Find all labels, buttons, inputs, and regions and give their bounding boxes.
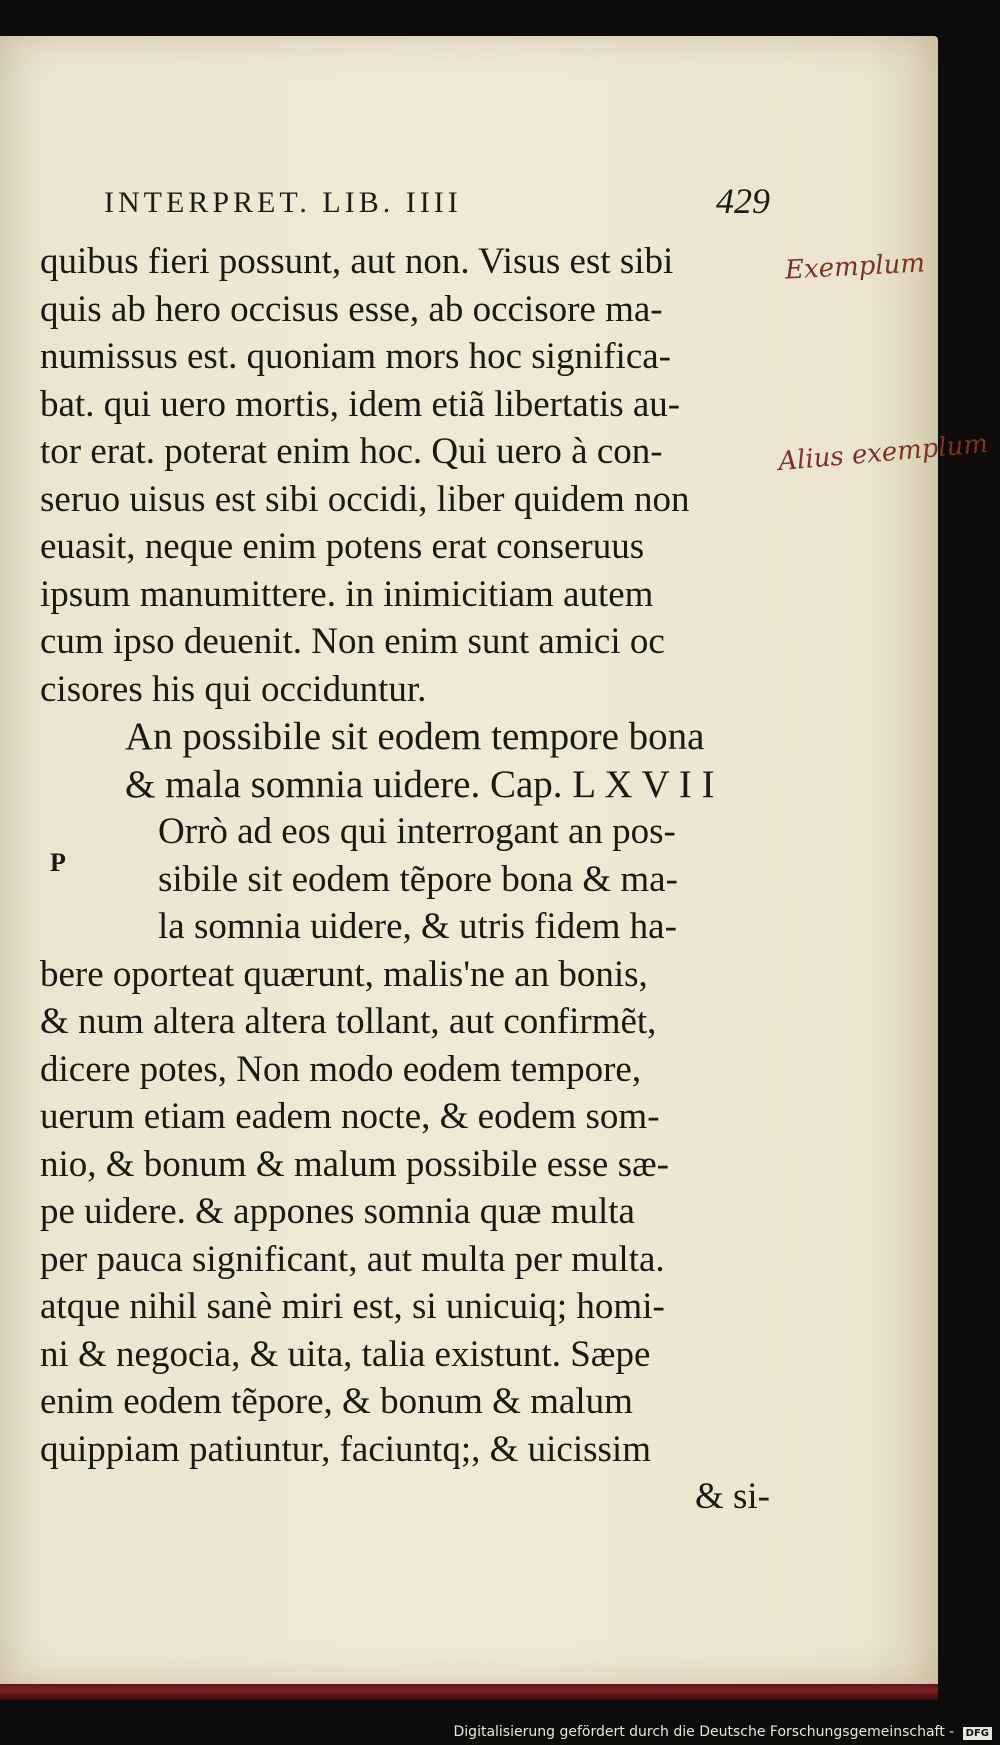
text-line: atque nihil sanè miri est, si unicuiq; homi- (40, 1286, 665, 1327)
marginal-note-2: Alius exemplum (777, 428, 990, 478)
text-line: & num altera altera tollant, aut confirmẽt, (40, 1001, 657, 1042)
page-number: 429 (716, 181, 770, 221)
text-line: tor erat. poterat enim hoc. Qui uero à con- (40, 431, 663, 472)
text-line: quibus fieri possunt, aut non. Visus est sibi (40, 241, 674, 282)
dfg-logo: DFG (963, 1727, 992, 1740)
text-line-indented: Orrò ad eos qui interrogant an pos- (158, 811, 676, 852)
digitization-credit (454, 1724, 992, 1740)
page-bottom-edge (0, 1684, 938, 1700)
text-line: nio, & bonum & malum possibile esse sæ- (40, 1143, 669, 1185)
credit-text: Digitalisierung gefördert durch die Deutsche Forschungsgemeinschaft - (453, 1724, 955, 1740)
text-line: bat. qui uero mortis, idem etiã libertatis au- (40, 383, 681, 425)
text-line: per pauca significant, aut multa per multa. (40, 1238, 665, 1280)
text-line: quippiam patiuntur, faciuntq;, & uicissim (40, 1428, 651, 1470)
text-line: uerum etiam eadem nocte, & eodem som- (40, 1096, 660, 1137)
text-line: cum ipso deuenit. Non enim sunt amici oc (40, 621, 665, 662)
running-title: INTERPRET. LIB. IIII (104, 186, 462, 219)
marginal-note-1: Exemplum (784, 248, 926, 286)
running-header (104, 176, 770, 228)
main-text-block (40, 238, 770, 1521)
text-line: euasit, neque enim potens erat conseruus (40, 526, 645, 567)
text-line: quis ab hero occisus esse, ab occisore ma- (40, 288, 663, 330)
chapter-heading-line-1: An possibile sit eodem tempore bona (125, 715, 705, 758)
drop-initial: P (50, 848, 66, 877)
text-line-indented: la somnia uidere, & utris fidem ha- (158, 906, 677, 947)
text-line: ni & negocia, & uita, talia existunt. Sæpe (40, 1333, 651, 1375)
text-line: numissus est. quoniam mors hoc significa- (40, 336, 671, 377)
text-line: dicere potes, Non modo eodem tempore, (40, 1048, 642, 1090)
text-line: cisores his qui occiduntur. (40, 668, 427, 710)
text-line: bere oporteat quærunt, malis'ne an bonis, (40, 953, 648, 995)
text-line: ipsum manumittere. in inimicitiam autem (40, 573, 654, 615)
text-line: seruo uisus est sibi occidi, liber quidem non (40, 478, 690, 520)
text-line: pe uidere. & appones somnia quæ multa (40, 1191, 635, 1232)
text-line: enim eodem tẽpore, & bonum & malum (40, 1381, 633, 1422)
catchword: & si- (694, 1476, 770, 1517)
text-line-indented: sibile sit eodem tẽpore bona & ma- (158, 858, 678, 900)
chapter-heading-line-2: & mala somnia uidere. Cap. L X V I I (125, 762, 715, 806)
